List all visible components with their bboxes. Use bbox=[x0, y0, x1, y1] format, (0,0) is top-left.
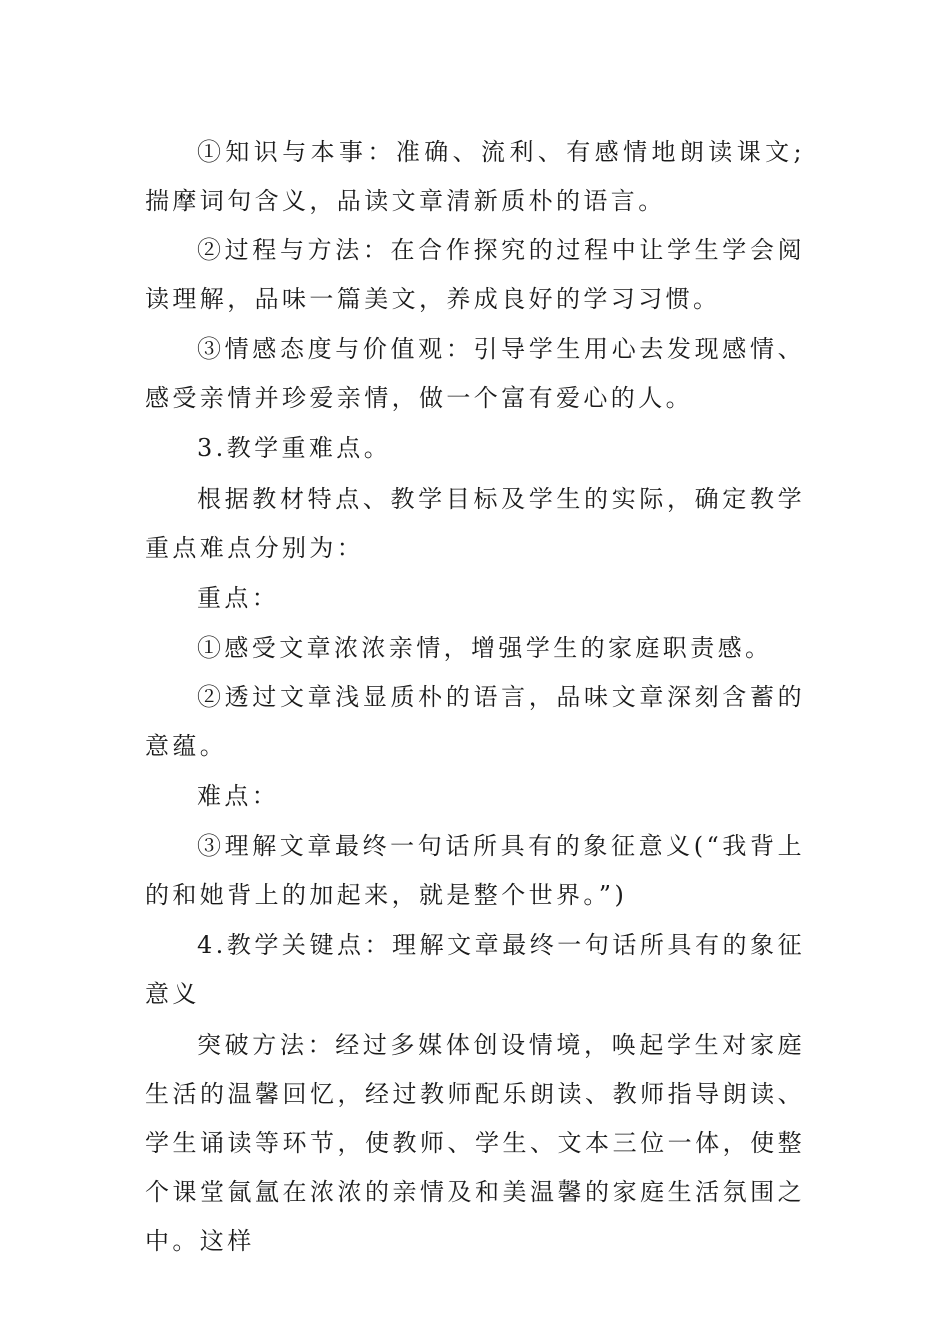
key-point-1-paragraph: ①感受文章浓浓亲情，增强学生的家庭职责感。 bbox=[197, 634, 773, 662]
section-heading-teaching-key: 4.教学关键点：理解文章最终一句话所具有的象征意义 bbox=[145, 931, 805, 1008]
objective-emotion-paragraph: ③情感态度与价值观：引导学生用心去发现感情、感受亲情并珍爱亲情，做一个富有爱心的人。 bbox=[145, 335, 805, 412]
key-points-label: 重点： bbox=[197, 584, 280, 612]
key-point-2-paragraph: ②透过文章浅显质朴的语言，品味文章深刻含蓄的意蕴。 bbox=[145, 683, 805, 760]
difficulties-label: 难点： bbox=[197, 782, 280, 810]
section-heading-key-difficulties: 3.教学重难点。 bbox=[197, 434, 392, 462]
objective-process-paragraph: ②过程与方法：在合作探究的过程中让学生学会阅读理解，品味一篇美文，养成良好的学习习惯。 bbox=[145, 236, 805, 313]
difficulty-3-paragraph: ③理解文章最终一句话所具有的象征意义(“我背上的和她背上的加起来，就是整个世界。”) bbox=[145, 832, 805, 909]
key-difficulties-intro-paragraph: 根据教材特点、教学目标及学生的实际，确定教学重点难点分别为： bbox=[145, 485, 805, 562]
objective-knowledge-paragraph: ①知识与本事：准确、流利、有感情地朗读课文;揣摩词句含义，品读文章清新质朴的语言。 bbox=[145, 138, 805, 215]
breakthrough-method-paragraph: 突破方法：经过多媒体创设情境，唤起学生对家庭生活的温馨回忆，经过教师配乐朗读、教师指导朗读、学生诵读等环节，使教师、学生、文本三位一体，使整个课堂氤氲在浓浓的亲情及和美温馨的家庭生活氛围之中。这样 bbox=[145, 1031, 805, 1255]
